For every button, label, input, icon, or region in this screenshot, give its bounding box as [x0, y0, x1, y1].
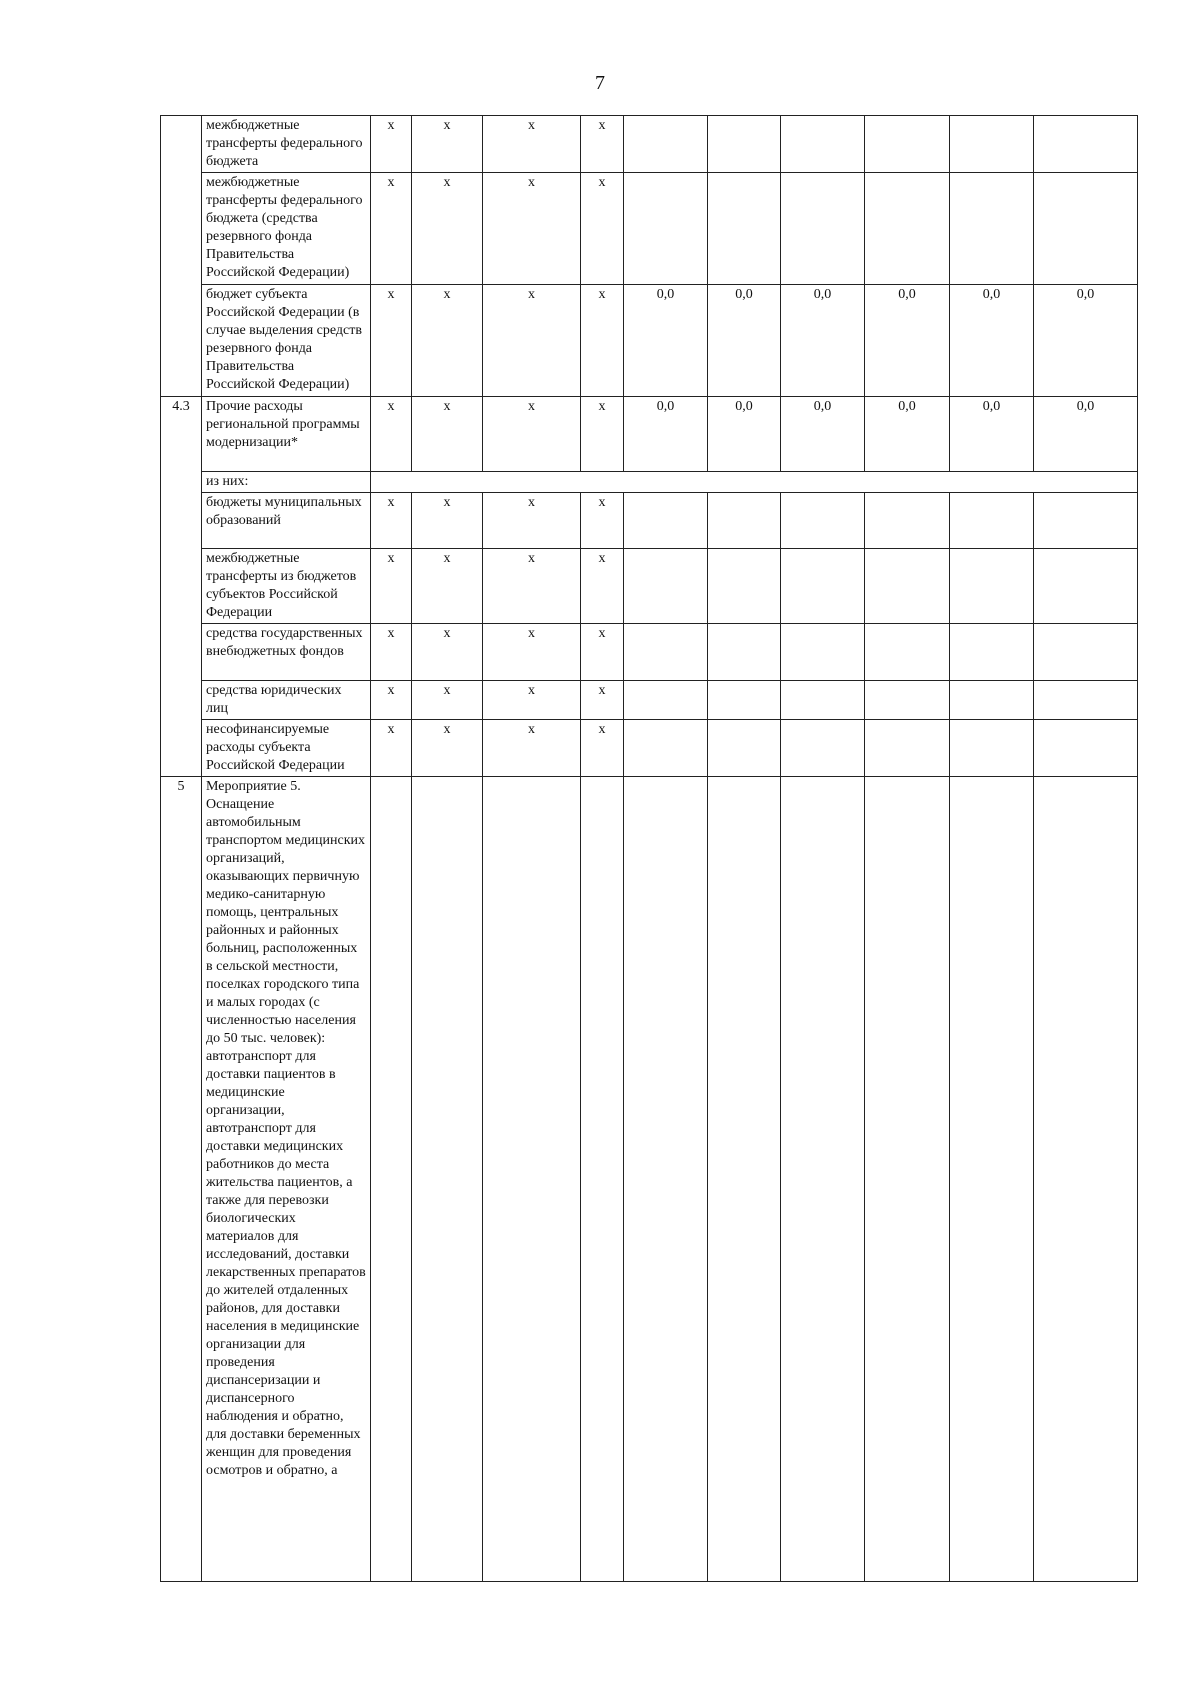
x-mark: x — [483, 720, 581, 777]
row-label: межбюджетные трансферты федерального бюджета — [202, 116, 371, 173]
x-mark: x — [371, 493, 412, 549]
row-label: несофинансируемые расходы субъекта Российской Федерации — [202, 720, 371, 777]
x-mark: x — [412, 681, 483, 720]
x-mark: x — [371, 285, 412, 397]
row-number-cell: 5 — [161, 777, 202, 1582]
x-mark: x — [483, 493, 581, 549]
x-mark: x — [412, 720, 483, 777]
x-mark: x — [581, 624, 624, 681]
value-cell: 0,0 — [781, 397, 865, 472]
x-mark: x — [371, 624, 412, 681]
row-number-cell — [161, 116, 202, 397]
x-mark: x — [581, 681, 624, 720]
row-label: бюджет субъекта Российской Федерации (в случае выделения средств резервного фонда Правительства Российской Федерации) — [202, 285, 371, 397]
x-mark: x — [371, 173, 412, 285]
x-mark: x — [371, 397, 412, 472]
row-label: бюджеты муниципальных образований — [202, 493, 371, 549]
value-cell: 0,0 — [708, 397, 781, 472]
x-mark: x — [412, 173, 483, 285]
table-row — [161, 116, 1138, 173]
x-mark: x — [483, 116, 581, 173]
value-cell: 0,0 — [624, 285, 708, 397]
table-row — [161, 173, 1138, 285]
table-row — [161, 624, 1138, 681]
value-cell: 0,0 — [950, 285, 1034, 397]
value-cell: 0,0 — [1034, 285, 1138, 397]
x-mark: x — [412, 549, 483, 624]
row-label: Мероприятие 5. Оснащение автомобильным транспортом медицинских организаций, оказывающих первичную медико-санитарную помощь, центральных районных и районных больниц, расположенных в сельской местности, поселках городского типа и малых городах (с численностью населения до 50 тыс. человек): автотранспорт для доставки пациентов в медицинские организации, автотранспорт для доставки медицинских работников до места жительства пациентов, а также для перевозки биологических материалов для исследований, доставки лекарственных препаратов до жителей отдаленных районов, для доставки населения в медицинские организации для проведения диспансеризации и диспансерного наблюдения и обратно, для доставки беременных женщин для проведения осмотров и обратно, а — [202, 777, 371, 1582]
x-mark: x — [412, 116, 483, 173]
table-row — [161, 720, 1138, 777]
table-row — [161, 397, 1138, 472]
row-label: межбюджетные трансферты из бюджетов субъектов Российской Федерации — [202, 549, 371, 624]
x-mark: x — [371, 720, 412, 777]
table-row — [161, 493, 1138, 549]
x-mark: x — [412, 285, 483, 397]
x-mark: x — [581, 493, 624, 549]
x-mark: x — [412, 624, 483, 681]
x-mark: x — [371, 549, 412, 624]
table-row — [161, 285, 1138, 397]
x-mark: x — [483, 624, 581, 681]
x-mark: x — [483, 549, 581, 624]
row-label: средства государственных внебюджетных фондов — [202, 624, 371, 681]
value-cell: 0,0 — [1034, 397, 1138, 472]
merged-cell — [371, 472, 1138, 493]
value-cell: 0,0 — [781, 285, 865, 397]
x-mark: x — [483, 397, 581, 472]
table-row — [161, 777, 1138, 1582]
value-cell: 0,0 — [624, 397, 708, 472]
x-mark: x — [412, 397, 483, 472]
x-mark: x — [371, 681, 412, 720]
x-mark: x — [581, 116, 624, 173]
x-mark: x — [581, 720, 624, 777]
value-cell: 0,0 — [950, 397, 1034, 472]
x-mark: x — [581, 549, 624, 624]
table-row — [161, 549, 1138, 624]
row-label: Прочие расходы региональной программы модернизации* — [202, 397, 371, 472]
table-row — [161, 472, 1138, 493]
row-number-cell: 4.3 — [161, 397, 202, 777]
x-mark: x — [483, 285, 581, 397]
value-cell: 0,0 — [708, 285, 781, 397]
value-cell: 0,0 — [865, 397, 950, 472]
row-label: межбюджетные трансферты федерального бюджета (средства резервного фонда Правительства Российской Федерации) — [202, 173, 371, 285]
page-number: 7 — [595, 72, 605, 94]
x-mark: x — [581, 397, 624, 472]
x-mark: x — [371, 116, 412, 173]
table-row — [161, 681, 1138, 720]
x-mark: x — [483, 681, 581, 720]
x-mark: x — [581, 173, 624, 285]
budget-table — [160, 115, 1138, 1582]
row-label: из них: — [202, 472, 371, 493]
value-cell: 0,0 — [865, 285, 950, 397]
row-label: средства юридических лиц — [202, 681, 371, 720]
x-mark: x — [412, 493, 483, 549]
x-mark: x — [483, 173, 581, 285]
x-mark: x — [581, 285, 624, 397]
